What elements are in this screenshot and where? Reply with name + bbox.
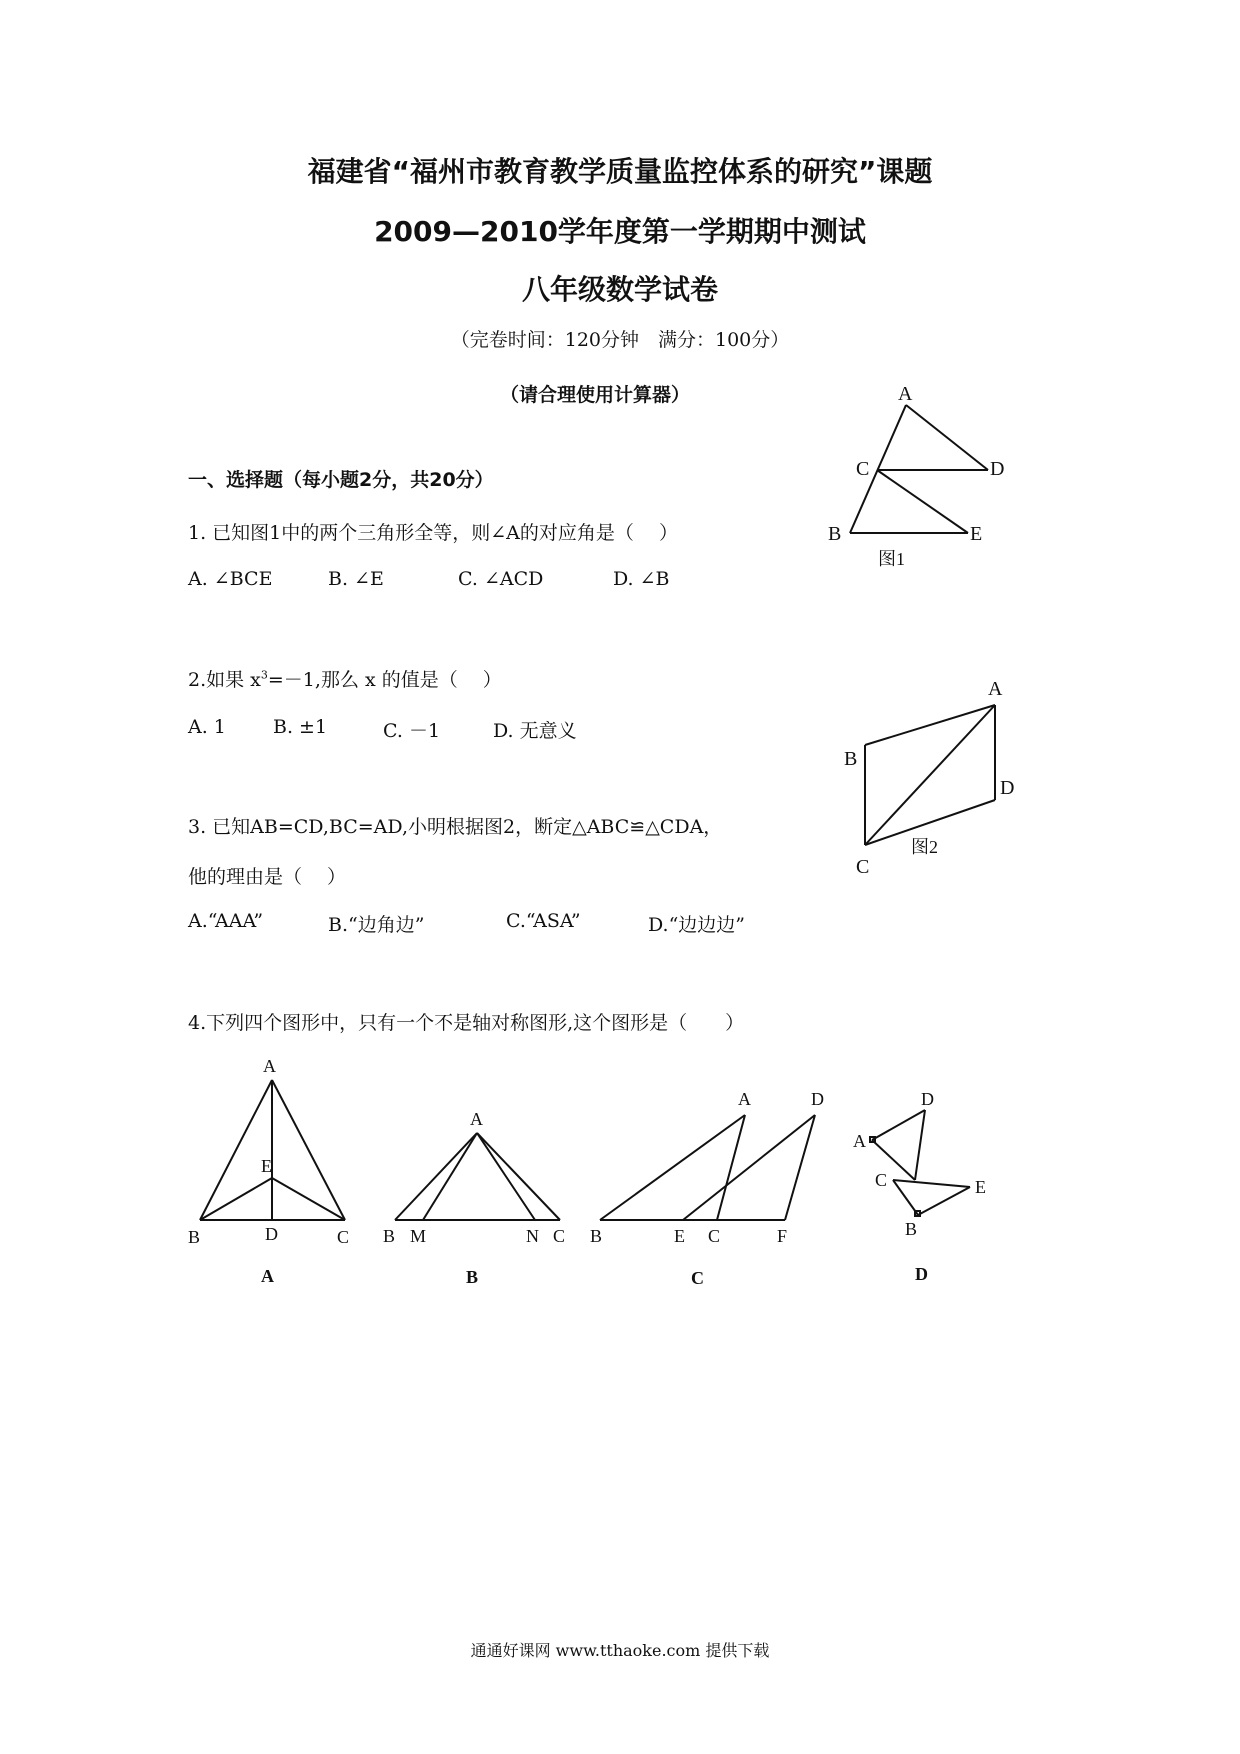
q4c-label-f: F	[777, 1226, 788, 1246]
q2-stem-exponent: 3	[260, 668, 268, 682]
q4d-label-b: B	[905, 1219, 918, 1239]
q4a-label-b: B	[188, 1227, 201, 1247]
q4-figure-b	[380, 1105, 580, 1290]
q4d-line-da	[872, 1110, 925, 1140]
fig1-line-ce	[877, 470, 968, 533]
q4d-label-d: D	[921, 1089, 934, 1109]
q4-figure-a	[185, 1050, 365, 1290]
fig2-label-a: A	[988, 678, 1003, 700]
fig1-label-c: C	[856, 458, 870, 480]
q1-option-b: B. ∠E	[328, 568, 384, 590]
q4d-label-c: C	[875, 1170, 888, 1190]
q4b-label-m: M	[410, 1226, 427, 1246]
exam-title-line2: 2009—2010学年度第一学期期中测试	[374, 215, 866, 248]
q2-option-b: B. ±1	[273, 716, 328, 738]
fig1-label-e: E	[970, 523, 983, 545]
fig2-caption: 图2	[911, 837, 938, 857]
q4d-label-e: E	[975, 1177, 986, 1197]
q2-option-c: C. －1	[383, 720, 441, 742]
figure-1	[820, 385, 1020, 575]
question-2-stem	[188, 665, 502, 692]
q4c-line-ba	[600, 1115, 745, 1220]
q4d-line-dc	[915, 1110, 925, 1180]
fig1-label-d: D	[990, 458, 1005, 480]
fig2-label-b: B	[844, 748, 858, 770]
q4c-label-e: E	[674, 1226, 685, 1246]
q4c-label-b: B	[590, 1226, 603, 1246]
q2-option-a: A. 1	[188, 716, 226, 738]
section-title: 一、选择题（每小题2分，共20分）	[188, 469, 494, 491]
q4c-label-d: D	[811, 1089, 824, 1109]
q4c-label-a: A	[738, 1089, 751, 1109]
question-1-stem: 1. 已知图1中的两个三角形全等，则∠A的对应角是（ ）	[188, 522, 678, 544]
footer-note: 通通好课网 www.tthaoke.com 提供下载	[470, 1641, 770, 1660]
q4d-line-cb	[893, 1180, 918, 1215]
q1-option-a: A. ∠BCE	[188, 568, 273, 590]
fig1-line-ad	[906, 405, 988, 470]
figure-2	[840, 675, 1030, 880]
q4a-label-e: E	[261, 1156, 272, 1176]
q4c-line-ed	[683, 1115, 815, 1220]
question-3-stem-line1: 3. 已知AB=CD,BC=AD,小明根据图2，断定△ABC≌△CDA，	[188, 816, 723, 838]
q4b-label-b: B	[383, 1226, 396, 1246]
q3-option-b: B.“边角边”	[328, 914, 425, 936]
q4d-line-ce	[893, 1180, 970, 1187]
fig2-label-c: C	[856, 856, 870, 878]
q4b-line-ab	[395, 1133, 477, 1220]
q4d-label-a: A	[853, 1131, 866, 1151]
q2-stem-suffix: =－1,那么 x 的值是（ ）	[267, 669, 502, 691]
q4d-caption: D	[915, 1264, 928, 1284]
q3-option-a: A.“AAA”	[188, 910, 264, 932]
q4b-line-ac	[477, 1133, 560, 1220]
fig2-label-d: D	[1000, 777, 1015, 799]
q4b-caption: B	[466, 1267, 479, 1287]
q4-figure-d	[845, 1080, 1005, 1285]
q4a-label-d: D	[265, 1224, 278, 1244]
q4c-caption: C	[691, 1268, 704, 1288]
exam-title-line3: 八年级数学试卷	[521, 273, 718, 306]
q4-figure-c	[585, 1080, 840, 1290]
q1-option-d: D. ∠B	[613, 568, 670, 590]
exam-title-line1: 福建省“福州市教育教学质量监控体系的研究”课题	[307, 155, 933, 188]
q4b-label-n: N	[526, 1226, 539, 1246]
q4a-label-c: C	[337, 1227, 350, 1247]
calculator-note: （请合理使用计算器）	[500, 384, 691, 406]
fig1-caption: 图1	[878, 549, 905, 569]
exam-info: （完卷时间：120分钟 满分：100分）	[450, 329, 790, 351]
q2-stem-prefix: 2.如果 x	[188, 669, 261, 691]
q2-option-d: D. 无意义	[493, 720, 577, 742]
q4d-line-be	[918, 1187, 970, 1215]
question-3-stem-line2: 他的理由是（ ）	[188, 866, 347, 888]
fig1-label-a: A	[898, 385, 913, 405]
q4c-label-c: C	[708, 1226, 721, 1246]
q1-option-c: C. ∠ACD	[458, 568, 544, 590]
q4b-label-a: A	[470, 1109, 483, 1129]
q4c-line-df	[785, 1115, 815, 1220]
q4b-line-am	[423, 1133, 477, 1220]
q4a-label-a: A	[263, 1056, 276, 1076]
q4a-caption: A	[261, 1266, 274, 1286]
question-4-stem: 4.下列四个图形中，只有一个不是轴对称图形,这个图形是（ ）	[188, 1012, 745, 1034]
q3-option-d: D.“边边边”	[648, 914, 746, 936]
q4b-label-c: C	[553, 1226, 566, 1246]
fig1-label-b: B	[828, 523, 842, 545]
q4b-line-an	[477, 1133, 535, 1220]
q4c-line-ac	[717, 1115, 745, 1220]
q3-option-c: C.“ASA”	[506, 910, 581, 932]
